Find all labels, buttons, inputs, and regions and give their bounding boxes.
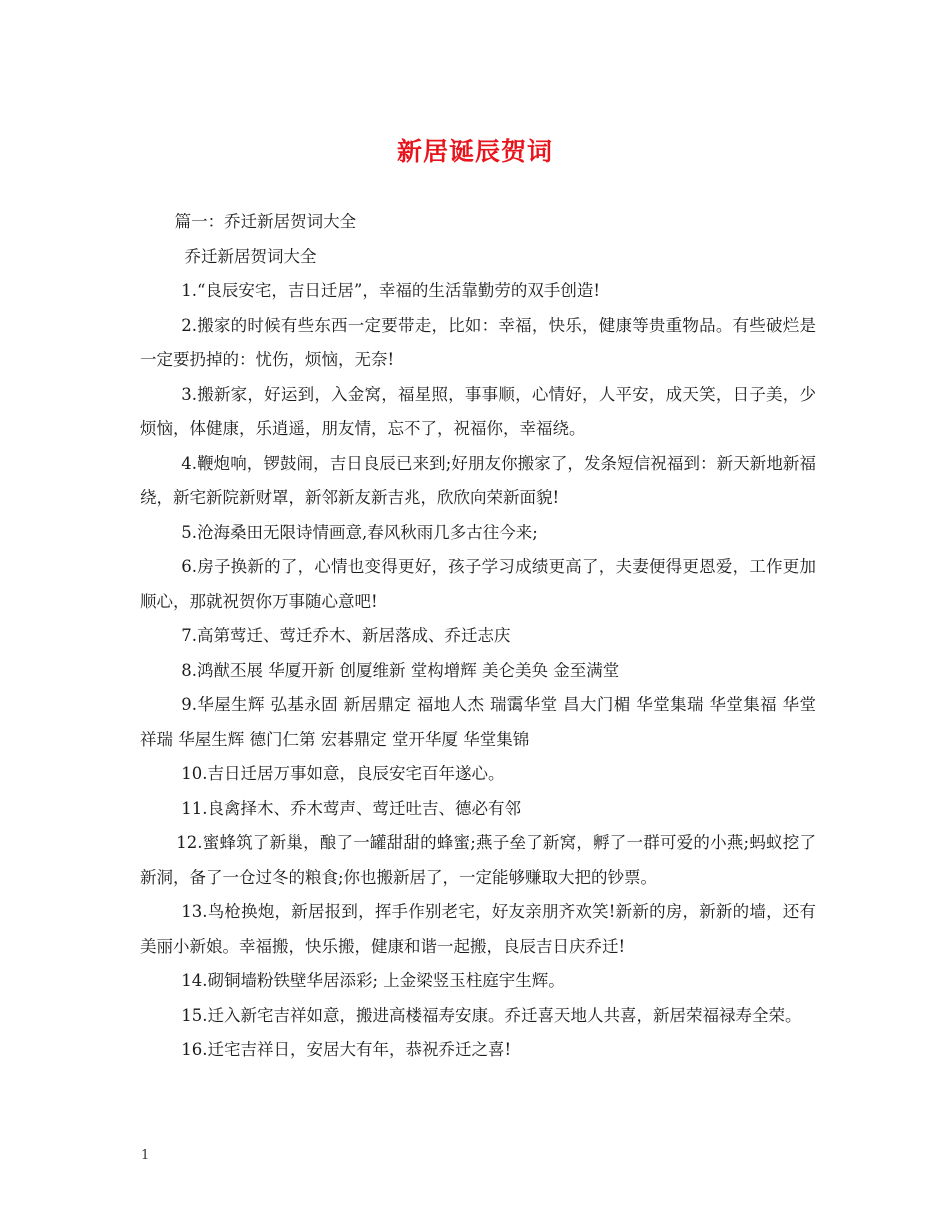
page-number: 1	[141, 1148, 150, 1163]
list-item-15: 15.迁入新宅吉祥如意，搬进高楼福寿安康。乔迁喜天地人共喜，新居荣福禄寿全荣。	[181, 1005, 802, 1025]
document-body	[140, 205, 816, 1068]
list-item-6: 6.房子换新的了，心情也变得更好，孩子学习成绩更高了，夫妻便得更恩爱，工作更加顺心，那就祝贺你万事随心意吧!	[140, 557, 816, 611]
list-item-16: 16.迁宅吉祥日，安居大有年，恭祝乔迁之喜!	[181, 1040, 512, 1059]
list-item-8: 8.鸿猷丕展 华厦开新 创厦维新 堂构增辉 美仑美奂 金至满堂	[181, 660, 620, 680]
list-item-10: 10.吉日迁居万事如意，良辰安宅百年遂心。	[181, 764, 505, 783]
document-title: 新居诞辰贺词	[396, 137, 553, 166]
section-heading: 篇一：乔迁新居贺词大全	[174, 212, 357, 231]
list-item-2: 2.搬家的时候有些东西一定要带走，比如：幸福，快乐，健康等贵重物品。有些破烂是一定要扔掉的：忧伤，烦恼，无奈!	[140, 315, 816, 369]
list-item-3: 3.搬新家，好运到，入金窝，福星照，事事顺，心情好，人平安，成天笑，日子美，少烦恼，体健康，乐逍遥，朋友情，忘不了，祝福你，幸福绕。	[140, 384, 816, 438]
list-item-5: 5.沧海桑田无限诗情画意,春风秋雨几多古往今来;	[181, 522, 538, 542]
sub-heading: 乔迁新居贺词大全	[184, 246, 317, 266]
list-item-11: 11.良禽择木、乔木莺声、莺迁吐吉、德必有邻	[181, 798, 521, 818]
list-item-9: 9.华屋生辉 弘基永固 新居鼎定 福地人杰 瑞霭华堂 昌大门楣 华堂集瑞 华堂集福 华堂祥瑞 华屋生辉 德门仁第 宏碁鼎定 堂开华厦 华堂集锦	[140, 695, 816, 749]
list-item-7: 7.高第莺迁、莺迁乔木、新居落成、乔迁志庆	[181, 626, 511, 645]
list-item-1: 1.“良辰安宅，吉日迁居”，幸福的生活靠勤劳的双手创造!	[181, 281, 600, 300]
list-item-4: 4.鞭炮响，锣鼓闹，吉日良辰已来到;好朋友你搬家了，发条短信祝福到：新天新地新福绕，新宅新院新财罩，新邻新友新吉兆，欣欣向荣新面貌!	[140, 453, 816, 507]
list-item-14: 14.砌铜墙粉铁壁华居添彩; 上金梁竖玉柱庭宇生辉。	[181, 971, 565, 990]
list-item-12: 12.蜜蜂筑了新巢，酿了一罐甜甜的蜂蜜;燕子垒了新窝，孵了一群可爱的小燕;蚂蚁挖了新洞，备了一仓过冬的粮食;你也搬新居了，一定能够赚取大把的钞票。	[140, 833, 816, 887]
list-item-13: 13.鸟枪换炮，新居报到，挥手作别老宅，好友亲朋齐欢笑!新新的房，新新的墙，还有美丽小新娘。幸福搬，快乐搬，健康和谐一起搬，良辰吉日庆乔迁!	[140, 902, 816, 956]
